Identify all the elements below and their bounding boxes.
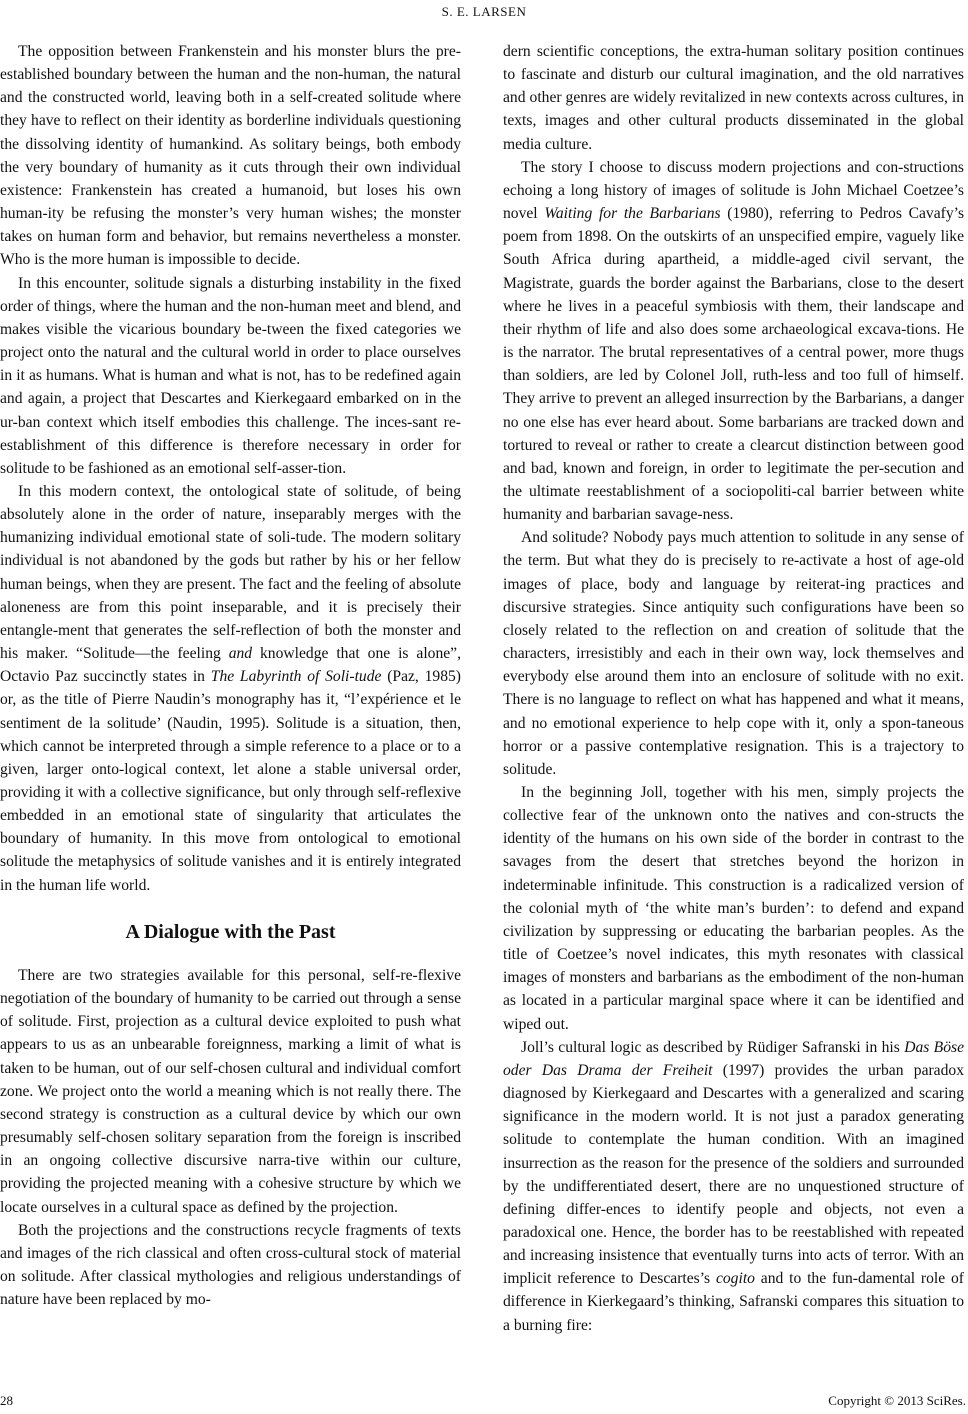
paragraph: In this encounter, solitude signals a disturbing instability in the fixed order of things, where the human and the non-human meet and blend, and makes visible the vicarious boundary be-tween the fixed categories we project onto the natural and the cultural world in order to place ourselves in it as humans. What is human and what is not, has to be redefined again and again, a project that Descartes and Kierkegaard embarked on in the ur-ban context which itself embodies this challenge. The inces-sant re-establishment of this difference is therefore necessary in order for solitude to be fashioned as an emotional self-asser-tion. (0, 274, 461, 477)
book-title: Waiting for the Barbarians (544, 205, 721, 223)
running-head: S. E. LARSEN (441, 4, 527, 19)
emphasis: cogito (715, 1270, 755, 1288)
book-title: The Labyrinth of Soli-tude (210, 668, 382, 686)
left-column (0, 40, 461, 1311)
text-span: (1980), referring to Pedros Cavafy’s poem from 1898. On the outskirts of an unspecified empire, vaguely like South Africa during apartheid, a middle-aged civil servant, the Magistrate, guards the border against the Barbarians, close to the desert where he lives in a peaceful symbiosis with them, their landscape and their rhythm of life and also does some archaeological excava-tions. He is the narrator. The brutal representatives of a central power, more thugs than soldiers, are led by Colonel Joll, ruth-less and too full of himself. They arrive to prevent an alleged insurrection by the Barbarians, a danger no one else has ever heard about. Some barbarians are tracked down and tortured to reveal or rather to create a clearcut distinction between good and bad, known and foreign, in order to legitimate the per-secution and the ultimate reestablishment of a sociopoliti-cal barrier between white humanity and barbarian savage-ness. (503, 205, 965, 524)
text-span: Joll’s cultural logic as described by Rüdiger Safranski in his (521, 1038, 905, 1056)
text-span: In this modern context, the ontological state of solitude, of being absolutely alone in the order of nature, inseparably merges with the humanizing individual emotional state of soli-tude. The modern solitary individual is not abandoned by the gods but rather by his or her fellow human beings, when they are present. The fact and the feeling of absolute aloneness are from this point inseparable, and it is precisely their entangle-ment that generates the self-reflection of both the monster and his maker. “Solitude—the feeling (0, 482, 461, 663)
text-span: (Paz, 1985) or, as the title of Pierre Naudin’s monography has it, “l’expérience et le sentiment de la solitude’ (Naudin, 1995). Solitude is a situation, then, which cannot be interpreted through a simple reference to a place or to a given, larger onto-logical context, let alone a stable universal order, providing it with a collective significance, but only through self-reflexive embedded in an emotional state of singularity that articulates the boundary of humanity. In this move from ontological to emotional solitude the metaphysics of solitude vanishes and it is entirely integrated in the human life world. (0, 668, 461, 894)
paragraph: The opposition between Frankenstein and his monster blurs the pre-established boundary between the human and the non-human, the natural and the constructed world, leaving both in a self-created solitude where they have to reflect on their identity as borderline individuals questioning the dissolving identity of humankind. As solitary beings, both embody the very boundary of humanity as it cuts through their own individual existence: Frankenstein has created a humanoid, but loses his own human-ity be refusing the monster’s very human wishes; the monster takes on human form and behavior, but remains nevertheless a monster. Who is the more human is impossible to decide. (0, 43, 461, 269)
paragraph (503, 156, 964, 527)
emphasis: and (228, 645, 253, 663)
text-span: The story I choose to discuss modern projections and con-structions echoing a long history of images of solitude is John Michael Coetzee’s novel (503, 158, 964, 223)
page-number: 28 (0, 1393, 13, 1408)
text-span: (1997) provides the urban paradox diagnosed by Kierkegaard and Descartes with a generalized and scaring significance in the modern world. It is not just a paradox generating solitude to contemplate the human condition. With an imagined insurrection as the reason for the presence of the soldiers and surrounded by the undifferentiated desert, there are no unquestioned structure of defining differ-ences to identify people and objects, not even a paradoxical one. Hence, the border has to be reestablished with repeated and increasing insistence that eventually turns into acts of terror. With an implicit reference to Descartes’s (503, 1061, 964, 1288)
right-column (503, 40, 964, 1337)
section-heading: A Dialogue with the Past (125, 920, 336, 943)
text-span: and to the fun-damental role of difference in Kierkegaard’s thinking, Safranski compares this situation to a burning fire: (503, 1270, 964, 1334)
paragraph: In the beginning Joll, together with his men, simply projects the collective fear of the unknown onto the natives and con-structs the identity of the humans on his own side of the border in contrast to the savages from the desert that stretches beyond the horizon in indeterminable infinitude. This construction is a radicalized version of the colonial myth of ‘the white man’s burden’: to defend and expand civilization by suppressing or educating the barbarian peoples. As the title of Coetzee’s novel indicates, this myth resonates with classical images of monsters and barbarians as the embodiment of the non-human as located in a particular marginal space where it can be identified and wiped out. (503, 784, 964, 1033)
paragraph (0, 480, 461, 897)
paragraph: Both the projections and the constructions recycle fragments of texts and images of the rich classical and often cross-cultural stock of material on solitude. After classical mythologies and religious understandings of nature have been replaced by mo- (0, 1221, 461, 1309)
book-title: Das Böse oder Das Drama der Freiheit (503, 1038, 964, 1079)
paragraph-continued: dern scientific conceptions, the extra-human solitary position continues to fascinate and disturb our cultural imagination, and the old narratives and other genres are widely revitalized in new contexts across cultures, in texts, images and other cultural products disseminated in the global media culture. (503, 43, 964, 153)
paragraph: There are two strategies available for this personal, self-re-flexive negotiation of the boundary of humanity to be carried out through a sense of solitude. First, projection as a cultural device exploited to push what appears to us as an unbearable foreignness, marking a limit of what is taken to be human, out of our self-chosen cultural and individual comfort zone. We project onto the world a meaning which is not really there. The second strategy is construction as a cultural device by which our own presumably self-chosen solitary separation from the foreign is inscribed in an ongoing collective discursive narra-tive within our culture, providing the projected meaning with a cohesive structure by which we locate ourselves in a cultural space as defined by the projection. (0, 966, 461, 1216)
copyright-notice: Copyright © 2013 SciRes. (828, 1393, 966, 1408)
text-span: knowledge that one is alone”, Octavio Paz succinctly states in (0, 645, 461, 686)
paragraph (503, 1036, 964, 1337)
paragraph: And solitude? Nobody pays much attention to solitude in any sense of the term. But what they do is precisely to re-activate a host of age-old images of place, body and language by reiterat-ing practices and discursive strategies. Since antiquity such configurations have been so closely related to the reflection on and creation of solitude that the characters, irresistibly and each in their own way, lock themselves and everybody else around them into an enclosure of solitude with no exit. There is no language to reflect on what has happened and what it means, and no emotional experience to help cope with it, only a spon-taneous horror or a passive contemplative resignation. This is a trajectory to solitude. (503, 529, 964, 778)
